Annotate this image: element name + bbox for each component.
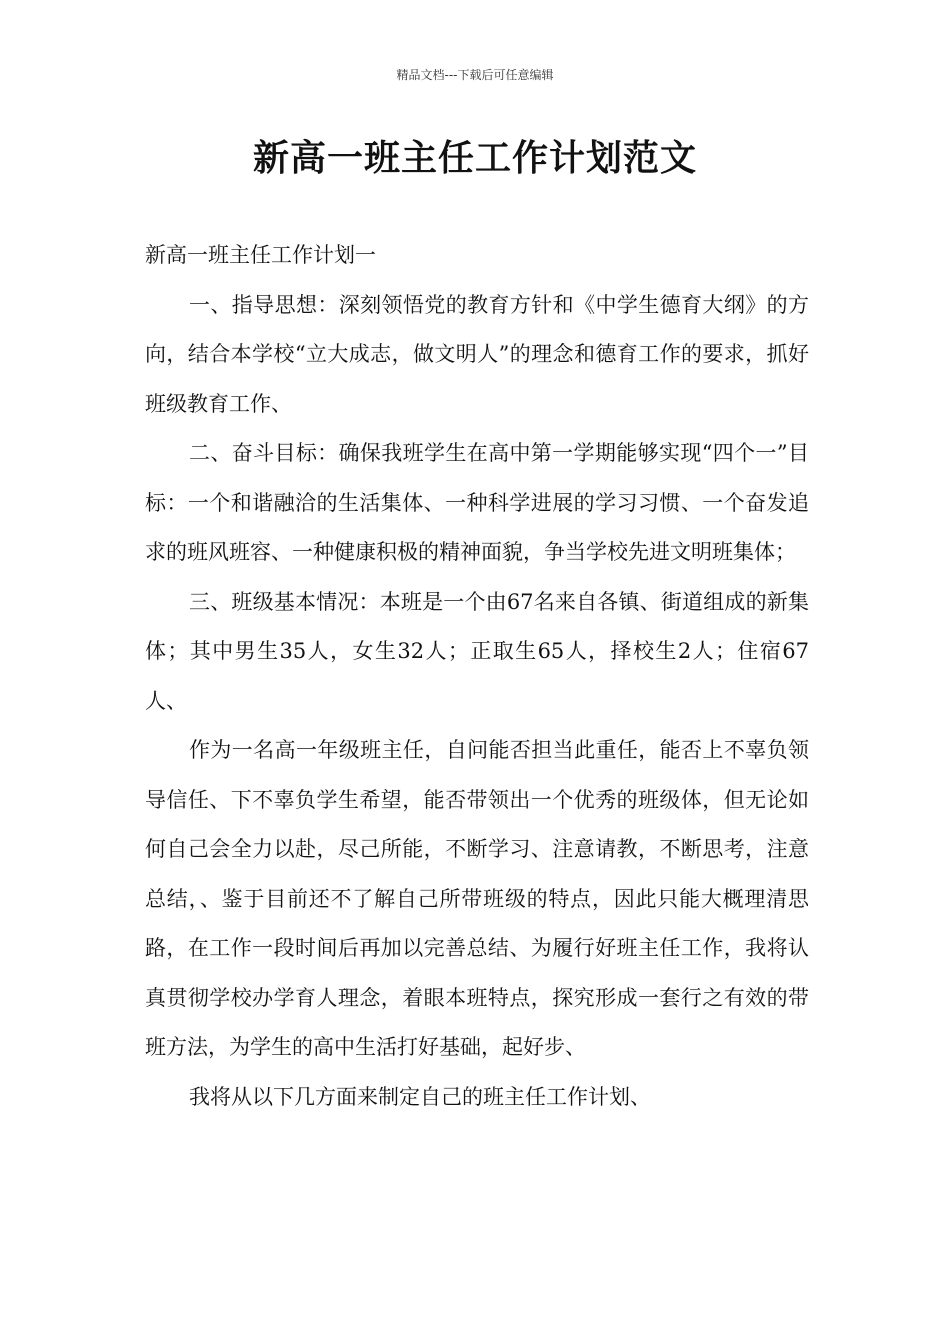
document-body [145,231,809,1122]
section-heading: 新高一班主任工作计划一 [145,243,376,267]
paragraph-goals: 二、奋斗目标：确保我班学生在高中第一学期能够实现“四个一”目标：一个和谐融洽的生活集体、一种科学进展的学习习惯、一个奋发追求的班风班容、一种健康积极的精神面貌，争当学校先进文明班集体； [145,441,809,564]
paragraph-plan-intro: 我将从以下几方面来制定自己的班主任工作计划、 [189,1084,651,1109]
paragraph-class-info: 三、班级基本情况：本班是一个由67名来自各镇、街道组成的新集体；其中男生35人，女生32人；正取生65人，择校生2人；住宿67人、 [145,589,809,713]
paragraph-guiding-thought: 一、指导思想：深刻领悟党的教育方针和《中学生德育大纲》的方向，结合本学校“立大成志，做文明人”的理念和德育工作的要求，抓好班级教育工作、 [145,292,809,416]
header-note: 精品文档---下载后可任意编辑 [396,68,554,82]
document-title: 新高一班主任工作计划范文 [252,138,697,179]
paragraph-reflection: 作为一名高一年级班主任，自问能否担当此重任，能否上不辜负领导信任、下不辜负学生希望，能否带领出一个优秀的班级体，但无论如何自己会全力以赴，尽己所能，不断学习、注意请教，不断思考，注意总结，、鉴于目前还不了解自己所带班级的特点，因此只能大概理清思路，在工作一段时间后再加以完善总结、为履行好班主任工作，我将认真贯彻学校办学育人理念，着眼本班特点，探究形成一套行之有效的带班方法，为学生的高中生活打好基础，起好步、 [145,738,809,1059]
